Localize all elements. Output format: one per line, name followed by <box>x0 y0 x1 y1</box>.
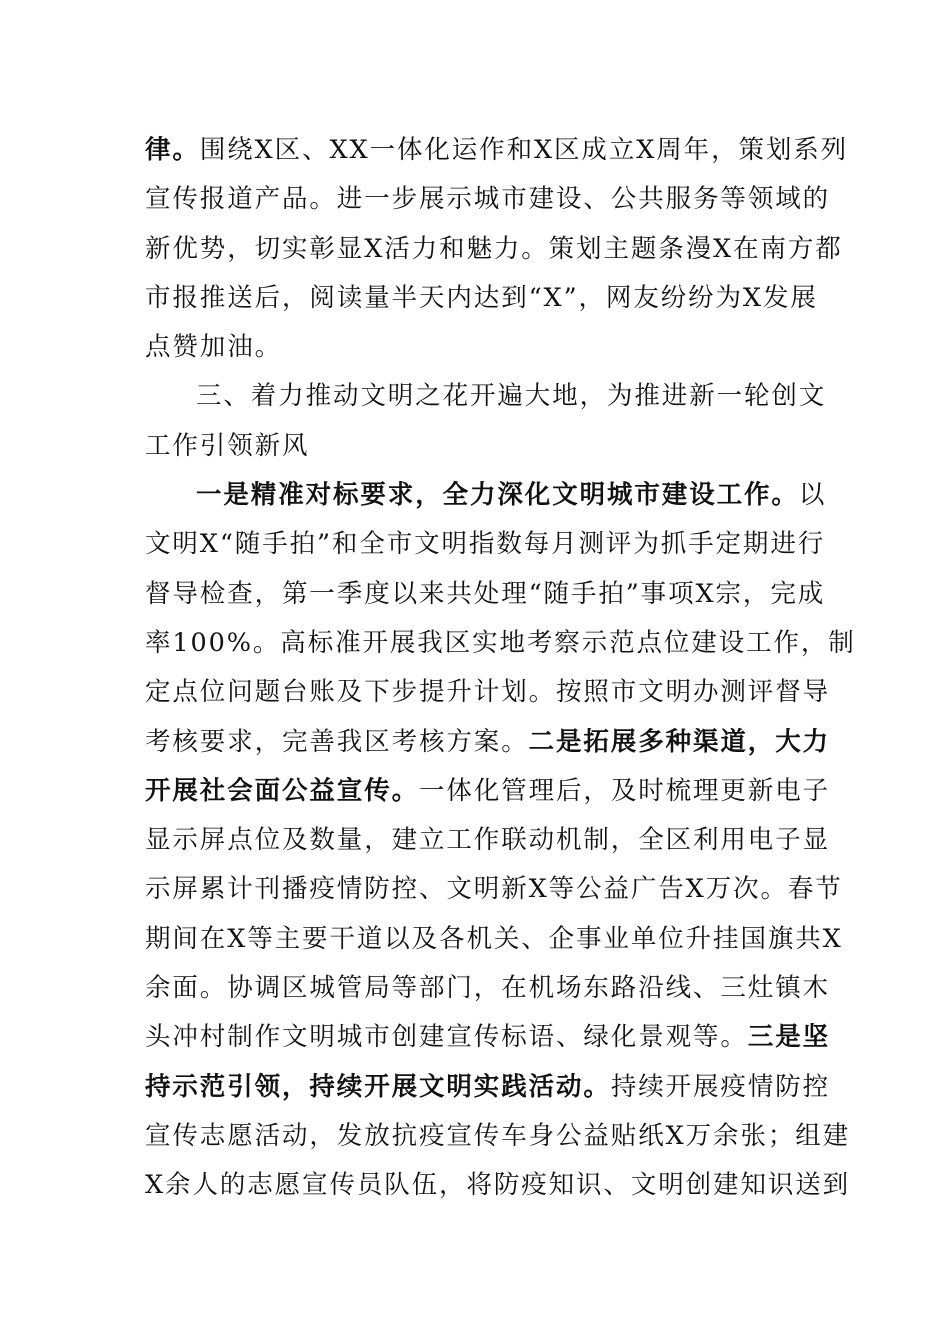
text-line: 示屏累计刊播疫情防控、文明新X等公益广告X万次。春节 <box>145 874 843 905</box>
text-line <box>145 126 849 175</box>
text-line: X余人的志愿宣传员队伍，将防疫知识、文明创建知识送到 <box>145 1170 851 1201</box>
text-line: 督导检查，第一季度以来共处理“随手拍”事项X宗，完成 <box>145 578 826 609</box>
line-text: 围绕X区、XX一体化运作和X区成立X周年，策划系列 <box>199 135 849 165</box>
text-line <box>145 767 831 816</box>
line-text: 考核要求，完善我区考核方案。 <box>145 726 529 757</box>
bold-lead-text: 持示范引领，持续开展文明实践活动。 <box>145 1071 611 1102</box>
text-line <box>145 1013 831 1062</box>
text-line: 定点位问题台账及下步提升计划。按照市文明办测评督导 <box>145 677 831 708</box>
document-page <box>145 126 856 1211</box>
text-line: 市报推送后，阅读量半天内达到“X”，网友纷纷为X发展 <box>145 282 818 313</box>
text-line: 文明X“随手拍”和全市文明指数每月测评为抓手定期进行 <box>145 529 826 560</box>
text-line: 宣传报道产品。进一步展示城市建设、公共服务等领域的 <box>145 184 831 215</box>
line-text: 一体化管理后，及时梳理更新电子 <box>419 775 831 806</box>
text-line <box>145 1063 831 1112</box>
bold-lead-text: 一是精准对标要求，全力深化文明城市建设工作。 <box>196 480 799 511</box>
bold-lead-text: 开展社会面公益宣传。 <box>145 775 420 806</box>
line-text: 以 <box>798 480 827 511</box>
section-heading-cont: 工作引领新风 <box>145 430 310 461</box>
line-text: 持续开展疫情防控 <box>610 1071 831 1102</box>
bold-lead-text: 二是拓展多种渠道，大力 <box>528 726 831 757</box>
text-line: 点赞加油。 <box>145 332 283 363</box>
text-line: 余面。协调区城管局等部门，在机场东路沿线、三灶镇木 <box>145 973 831 1004</box>
section-heading: 三、着力推动文明之花开遍大地，为推进新一轮创文 <box>196 381 827 412</box>
text-line: 新优势，切实彰显X活力和魅力。策划主题条漫X在南方都 <box>145 233 843 264</box>
line-text: 头冲村制作文明城市创建宣传标语、绿化景观等。 <box>145 1022 748 1053</box>
text-line: 宣传志愿活动，发放抗疫宣传车身公益贴纸X万余张；组建 <box>145 1120 851 1151</box>
text-line <box>145 471 827 520</box>
text-line: 率100%。高标准开展我区实地考察示范点位建设工作，制 <box>145 627 856 658</box>
text-line <box>145 718 831 767</box>
text-line: 期间在X等主要干道以及各机关、企事业单位升挂国旗共X <box>145 923 843 954</box>
text-line: 显示屏点位及数量，建立工作联动机制，全区利用电子显 <box>145 825 831 856</box>
bold-lead-text: 律。 <box>145 135 200 165</box>
bold-lead-text: 三是坚 <box>747 1022 831 1053</box>
